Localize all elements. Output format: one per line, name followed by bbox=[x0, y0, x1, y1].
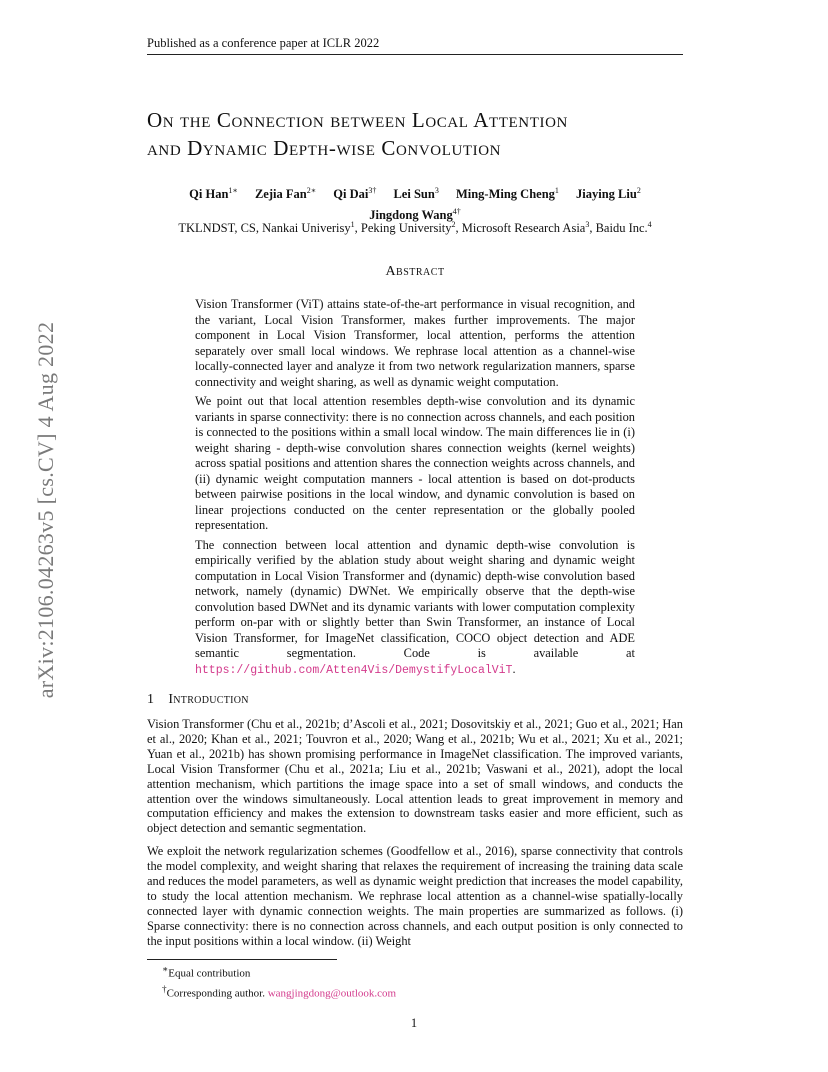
author-name: Qi Han bbox=[189, 187, 229, 202]
footnote-rule bbox=[147, 959, 337, 960]
footnote-1-text: Equal contribution bbox=[168, 967, 251, 980]
section-number: 1 bbox=[147, 692, 155, 707]
author-sup: 3† bbox=[368, 186, 377, 195]
author-sup: 2 bbox=[636, 186, 641, 195]
abstract bbox=[195, 297, 635, 682]
footnote-1 bbox=[162, 962, 396, 982]
affiliation-1: TKLNDST, CS, Nankai Univerisy bbox=[178, 221, 351, 236]
page-number: 1 bbox=[410, 1016, 418, 1030]
author-name: Jingdong Wang bbox=[369, 208, 453, 223]
author-name: Zejia Fan bbox=[254, 187, 307, 202]
affiliation-sup: 4 bbox=[647, 220, 652, 229]
footnote-2 bbox=[162, 982, 396, 1002]
author bbox=[255, 187, 316, 201]
author-name: Lei Sun bbox=[393, 187, 435, 202]
email-link[interactable]: wangjingdong@outlook.com bbox=[267, 987, 397, 1000]
title-line-2: and Dynamic Depth-wise Convolution bbox=[147, 136, 502, 160]
author bbox=[393, 187, 438, 201]
footnote-mark: ∗ bbox=[162, 964, 169, 974]
author bbox=[576, 187, 641, 201]
affiliation-3: , Microsoft Research Asia bbox=[455, 221, 586, 236]
affiliation-sup: 3 bbox=[585, 220, 590, 229]
author bbox=[333, 187, 376, 201]
footnotes bbox=[162, 962, 396, 1001]
running-header: Published as a conference paper at ICLR 2022 bbox=[147, 36, 683, 55]
author-sup: 4† bbox=[452, 207, 461, 217]
affiliation-2: , Peking University bbox=[354, 221, 452, 236]
author-name: Jiaying Liu bbox=[576, 187, 637, 202]
abstract-paragraph-2: We point out that local attention resembles depth-wise convolution and its dynamic variants in sparse connectivity: there is no connection across channels, and each position is connected to the positions within a small local window. The main differences lie in (i) weight sharing - depth-wise convolution shares connection weights (kernel weights) across spatial positions and attention shares the connection weights across channels, and (ii) dynamic weight computation manners - local attention is based on dot-products between pairwise positions in the local window, and dynamic convolution is based on linear projections conducted on the center representation or the globally pooled representation. bbox=[195, 394, 635, 532]
abstract-paragraph-3 bbox=[195, 538, 635, 679]
author-sup: 3 bbox=[434, 186, 439, 195]
body-paragraph-2: We exploit the network regularization schemes (Goodfellow et al., 2016), sparse connectivity that controls the model complexity, and weight sharing that relaxes the requirement of increasing the training data scale and reduces the model parameters, as well as dynamic weight prediction that increases the model capability, to study the local attention mechanism. We rephrase local attention as a channel-wise spatially-locally connected layer with dynamic connection weights. The main properties are summarized as follows. (i) Sparse connectivity: there is no connection across channels, and each output position is only connected to the input positions within a local window. (ii) Weight bbox=[147, 844, 683, 948]
author bbox=[189, 187, 238, 201]
author-sup: 1 bbox=[554, 186, 559, 195]
section-title: Introduction bbox=[168, 692, 249, 707]
author-sup: 1∗ bbox=[228, 186, 238, 195]
author-name: Ming-Ming Cheng bbox=[455, 187, 555, 202]
footnote-2-text: Corresponding author. bbox=[166, 987, 268, 1000]
arxiv-stamp: arXiv:2106.04263v5 [cs.CV] 4 Aug 2022 bbox=[33, 321, 58, 699]
abstract-heading: Abstract bbox=[385, 264, 445, 279]
footnote-mark: † bbox=[162, 983, 167, 994]
code-link[interactable]: https://github.com/Atten4Vis/DemystifyLocalViT bbox=[195, 663, 513, 677]
author-name: Qi Dai bbox=[333, 187, 369, 202]
author bbox=[456, 187, 559, 201]
abstract-period: . bbox=[512, 661, 516, 676]
body-text bbox=[147, 717, 683, 957]
title-line-1: On the Connection between Local Attention bbox=[147, 108, 568, 132]
affiliation-4: , Baidu Inc. bbox=[589, 221, 648, 236]
affiliation-sup: 1 bbox=[350, 220, 355, 229]
abstract-paragraph-1: Vision Transformer (ViT) attains state-of-the-art performance in visual recognition, and the variant, Local Vision Transformer, makes further improvements. The major component in Local Vision Transformer, local attention, performs the attention separately over small local windows. We rephrase local attention as a channel-wise locally-connected layer and analyze it from two network regularization manners, sparse connectivity and weight sharing, as well as dynamic weight computation. bbox=[195, 297, 635, 389]
affiliation-sup: 2 bbox=[451, 220, 456, 229]
abstract-paragraph-3-text: The connection between local attention and dynamic depth-wise convolution is empirically verified by the ablation study about weight sharing and dynamic weight computation in Local Vision Transformer and (dynamic) depth-wise convolution based network, namely (dynamic) DWNet. We empirically observe that the depth-wise convolution based DWNet and its dynamic variants with lower computation complexity perform on-par with or slightly better than Swin Transformer, an instance of Local Vision Transformer, for ImageNet classification, COCO object detection and ADE semantic segmentation. Code is available at bbox=[195, 537, 635, 660]
author-sup: 2∗ bbox=[306, 186, 317, 195]
body-paragraph-1: Vision Transformer (Chu et al., 2021b; d’Ascoli et al., 2021; Dosovitskiy et al., 2021; Guo et al., 2021; Han et al., 2020; Khan et al., 2021; Touvron et al., 2020; Wang et al., 2021b; Wu et al., 2021; Xu et al., 2021; Yuan et al., 2021b) has shown promising performance in ImageNet classification. The improved variants, Local Vision Transformer (Chu et al., 2021a; Liu et al., 2021b; Vaswani et al., 2021), adopt the local attention mechanism, which partitions the image space into a set of small windows, and conducts the attention over the windows simultaneously. Local attention leads to great improvement in memory and computation efficiency and makes the extension to downstream tasks easier and more efficient, such as object detection and semantic segmentation. bbox=[147, 717, 683, 836]
paper-title bbox=[147, 106, 707, 162]
section-heading bbox=[147, 692, 249, 708]
affiliations bbox=[147, 217, 683, 236]
